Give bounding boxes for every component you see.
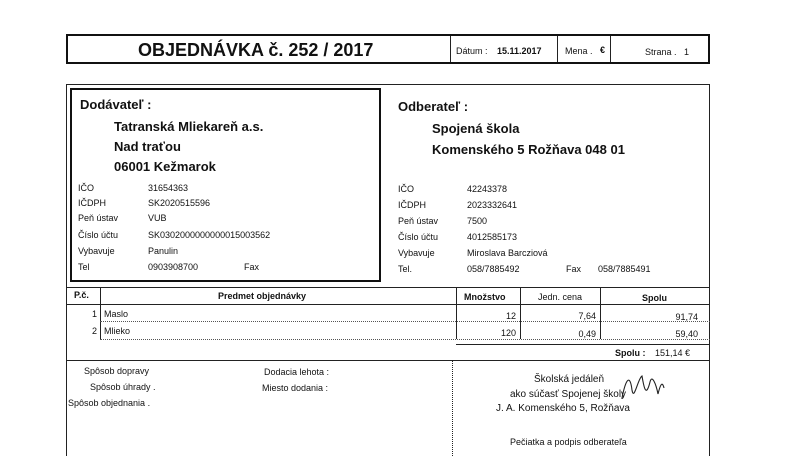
row1-unit-price: 7,64 (578, 311, 596, 321)
supplier-icdph-label: IČDPH (78, 198, 107, 208)
supplier-contact-label: Vybavuje (78, 246, 115, 256)
customer-heading: Odberateľ : (398, 99, 469, 114)
col-header-item: Predmet objednávky (218, 291, 307, 301)
supplier-tel-value: 0903908700 (148, 262, 199, 272)
customer-contact-value: Miroslava Barcziová (467, 248, 548, 258)
col-header-num: P.č. (74, 290, 89, 300)
row2-line (100, 339, 710, 340)
signature-label: Pečiatka a podpis odberateľa (510, 437, 627, 447)
customer-bank-label: Peň ústav (398, 216, 439, 226)
signature-divider (452, 360, 453, 456)
row2-num: 2 (92, 326, 98, 336)
customer-tel-label: Tel. (398, 264, 413, 274)
date-divider (557, 36, 558, 62)
row1-qty: 12 (505, 311, 516, 321)
customer-icdph-value: 2023332641 (467, 200, 518, 210)
supplier-street: Nad traťou (114, 139, 181, 154)
col-divider-item (456, 287, 457, 339)
signature-scribble (618, 368, 668, 408)
currency-value: € (600, 45, 606, 55)
supplier-name: Tatranská Mliekareň a.s. (114, 119, 264, 134)
col-header-total: Spolu (642, 293, 667, 303)
row1-num: 1 (92, 309, 98, 319)
col-divider-num (100, 287, 101, 339)
customer-bank-value: 7500 (467, 216, 488, 226)
table-top-line (66, 287, 710, 288)
customer-tel-value: 058/7885492 (467, 264, 520, 274)
supplier-box (70, 88, 381, 282)
customer-fax-value: 058/7885491 (598, 264, 651, 274)
col-divider-unit-price (600, 287, 601, 339)
supplier-icdph-value: SK2020515596 (148, 198, 211, 208)
supplier-heading: Dodávateľ : (80, 97, 152, 112)
total-label: Spolu : (615, 348, 646, 358)
col-header-qty: Množstvo (464, 292, 506, 302)
supplier-tel-label: Tel (78, 262, 90, 272)
customer-contact-label: Vybavuje (398, 248, 435, 258)
stamp-line-2: ako súčasť Spojenej školy (510, 389, 627, 400)
total-value: 151,14 € (655, 348, 691, 358)
title-divider (450, 36, 451, 62)
page-value: 1 (684, 47, 690, 57)
row1-item: Maslo (104, 309, 129, 319)
order-method-label: Spôsob objednania . (68, 398, 151, 408)
col-header-unit-price: Jedn. cena (538, 292, 583, 302)
row2-item: Mlieko (104, 326, 131, 336)
customer-ico-value: 42243378 (467, 184, 508, 194)
supplier-bank-value: VUB (148, 213, 167, 223)
customer-icdph-label: IČDPH (398, 200, 427, 210)
supplier-ico-value: 31654363 (148, 183, 189, 193)
footer-top-line (66, 360, 710, 361)
row2-total: 59,40 (675, 329, 698, 339)
currency-label: Mena . (565, 46, 593, 56)
transport-label: Spôsob dopravy (84, 366, 150, 376)
page-label: Strana . (645, 47, 677, 57)
stamp-line-1: Školská jedáleň (534, 374, 605, 385)
supplier-city: 06001 Kežmarok (114, 159, 216, 174)
row2-unit-price: 0,49 (578, 329, 596, 339)
customer-name: Spojená škola (432, 121, 520, 136)
supplier-contact-value: Panulin (148, 246, 179, 256)
supplier-ico-label: IČO (78, 183, 95, 193)
row1-line (100, 321, 710, 322)
date-value: 15.11.2017 (497, 46, 542, 56)
supplier-fax-label: Fax (244, 262, 260, 272)
row2-qty: 120 (500, 328, 516, 338)
customer-address: Komenského 5 Rožňava 048 01 (432, 142, 625, 157)
payment-label: Spôsob úhrady . (90, 382, 156, 392)
customer-account-label: Číslo účtu (398, 232, 439, 242)
supplier-account-label: Číslo účtu (78, 230, 119, 240)
date-label: Dátum : (456, 46, 488, 56)
currency-divider (610, 36, 611, 62)
stamp-line-3: J. A. Komenského 5, Rožňava (496, 403, 630, 414)
document-title: OBJEDNÁVKA č. 252 / 2017 (138, 40, 374, 60)
place-label: Miesto dodania : (262, 383, 329, 393)
table-header-line (66, 304, 710, 305)
customer-fax-label: Fax (566, 264, 582, 274)
total-line (456, 344, 710, 345)
customer-ico-label: IČO (398, 184, 415, 194)
row1-total: 91,74 (675, 312, 698, 322)
col-divider-qty (520, 287, 521, 339)
delivery-label: Dodacia lehota : (264, 367, 330, 377)
supplier-account-value: SK0302000000000015003562 (148, 230, 271, 240)
customer-account-value: 4012585173 (467, 232, 518, 242)
supplier-bank-label: Peň ústav (78, 213, 119, 223)
